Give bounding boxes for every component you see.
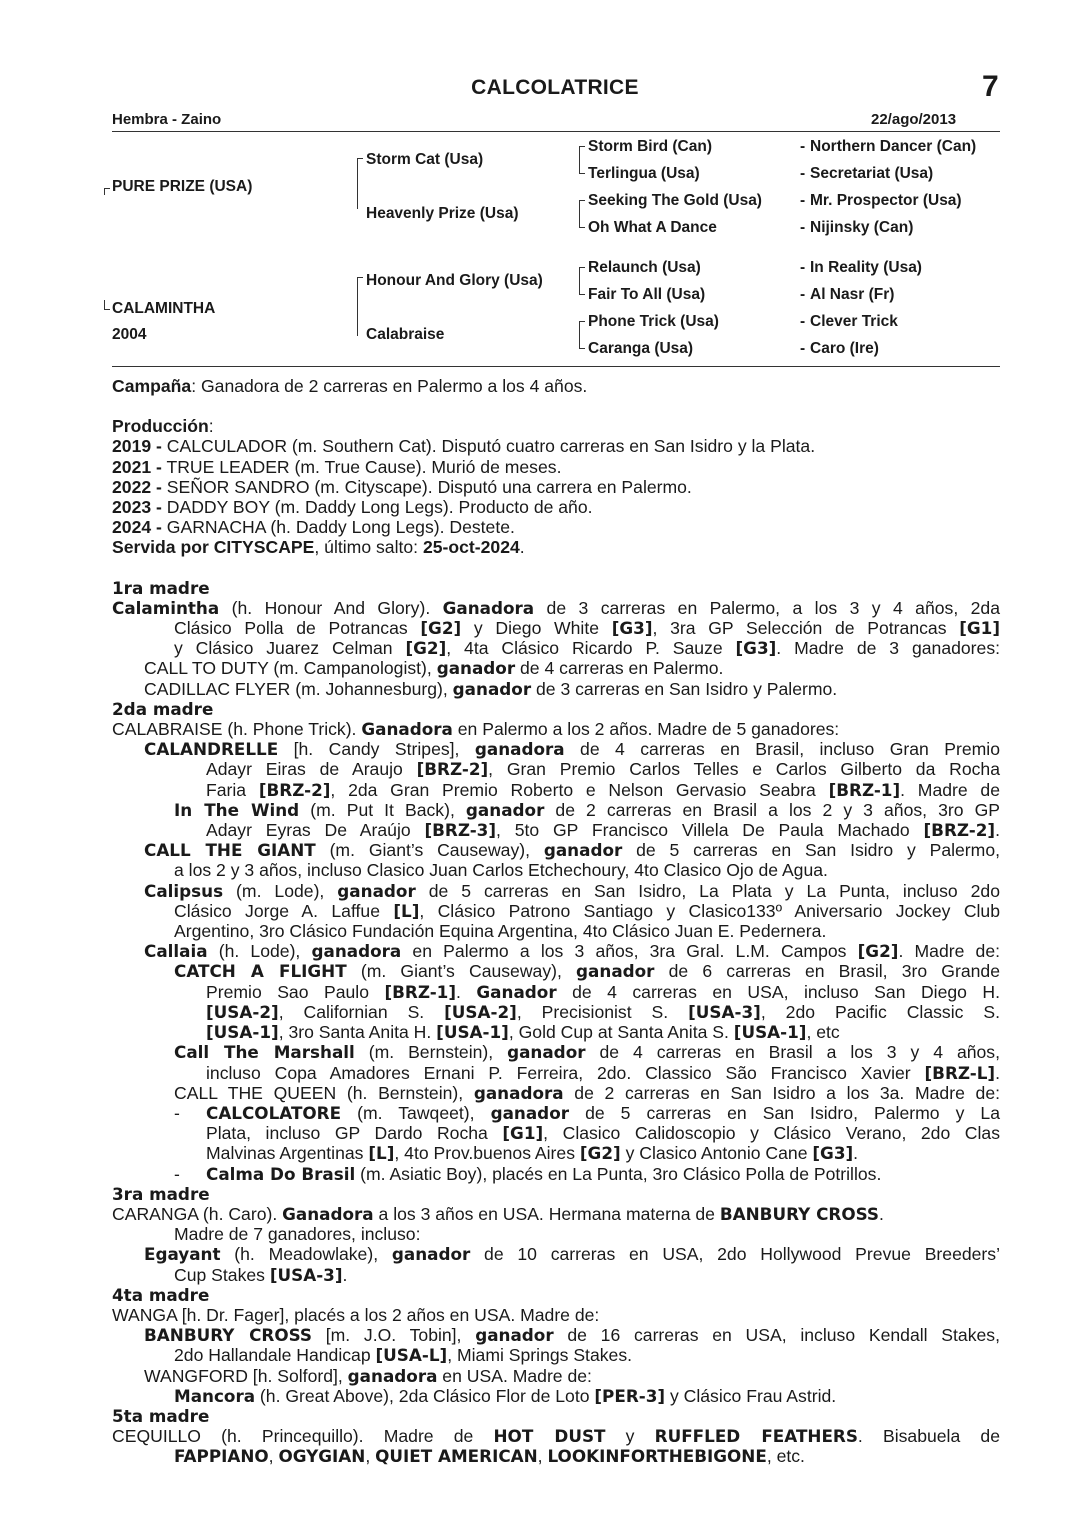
gen3-bracket-1 (579, 146, 585, 174)
gen3-7: Phone Trick (Usa) (588, 313, 719, 330)
birth-date: 22/ago/2013 (871, 111, 957, 128)
second-dam-line: CALABRAISE (h. Phone Trick). Ganadora en Palermo a los 2 años. Madre de 5 ganadores: (112, 719, 840, 740)
second-dam-line: - CALCOLATORE (m. Tawqeet), ganador de 5 carreras en San Isidro, Palermo y La (174, 1102, 1000, 1123)
second-dam-line: Callaia (h. Lode), ganadora en Palermo a los 3 años, 3ra Gral. L.M. Campos [G2]. Madre de: (144, 941, 1001, 962)
pedigree-bottom-rule (112, 366, 1000, 367)
second-dam-line: incluso Copa Amadores Ernani P. Ferreira, 2do. Classico São Francisco Xavier [BRZ-L]. (206, 1062, 1000, 1083)
fourth-dam-heading: 4ta madre (112, 1284, 210, 1305)
fourth-dam-line: BANBURY CROSS [m. J.O. Tobin], ganador de 16 carreras en USA, incluso Kendall Stakes, (144, 1325, 1000, 1346)
gen3-4: Oh What A Dance (588, 219, 717, 236)
gen3-bracket-3 (579, 267, 585, 295)
pedigree-top-rule (112, 131, 1000, 132)
fourth-dam-line: 2do Hallandale Handicap [USA-L], Miami Springs Stakes. (174, 1345, 632, 1366)
second-dam-line: Argentino, 3ro Clásico Fundación Equina Argentina, 4to Clásico Juan E. Pedernera. (174, 921, 827, 942)
dam-name: CALAMINTHA (112, 300, 216, 317)
third-dam-line: Madre de 7 ganadores, incluso: (174, 1224, 421, 1245)
second-dam-line: - Calma Do Brasil (m. Asiatic Boy), placés en La Punta, 3ro Clásico Polla de Potrillos. (174, 1163, 882, 1184)
second-dam-line: Calipsus (m. Lode), ganador de 5 carreras en San Isidro, La Plata y La Punta, incluso 2do (144, 880, 1000, 901)
gen4-4: Nijinsky (Can) (810, 219, 914, 236)
gen4-5: In Reality (Usa) (810, 259, 922, 276)
dam-bracket (104, 300, 110, 310)
third-dam-line: Egayant (h. Meadowlake), ganador de 10 carreras en USA, 2do Hollywood Prevue Breeders’ (144, 1244, 1000, 1265)
second-dam-line: CATCH A FLIGHT (m. Giant’s Causeway), ganador de 6 carreras en Brasil, 3ro Grande (174, 961, 1000, 982)
sex-color: Hembra - Zaino (112, 111, 222, 128)
served-date: 25-oct-2024 (422, 537, 520, 558)
second-dam-line: CALL THE QUEEN (h. Bernstein), ganadora de 2 carreras en San Isidro a los 3a. Madre de: (174, 1082, 1000, 1103)
dam-sire: Honour And Glory (Usa) (366, 272, 543, 289)
gen4-dash: - (800, 313, 806, 330)
gen4-dash: - (800, 219, 806, 236)
gen3-1: Storm Bird (Can) (588, 138, 712, 155)
document-body (112, 376, 1000, 1467)
third-dam-line: Cup Stakes [USA-3]. (174, 1264, 348, 1285)
gen4-dash: - (800, 165, 806, 182)
production-item: 2022 - SEÑOR SANDRO (m. Cityscape). Disputó una carrera en Palermo. (112, 476, 692, 497)
second-dam-line: [USA-1], 3ro Santa Anita H. [USA-1], Gold Cup at Santa Anita S. [USA-1], etc (206, 1022, 840, 1043)
second-dam-line: Premio Sao Paulo [BRZ-1]. Ganador de 4 carreras en USA, incluso San Diego H. (206, 981, 1000, 1002)
fifth-dam-line: CEQUILLO (h. Princequillo). Madre de HOT DUST y RUFFLED FEATHERS. Bisabuela de (112, 1426, 1000, 1447)
gen4-2: Secretariat (Usa) (810, 165, 934, 182)
gen3-bracket-2 (579, 200, 585, 228)
sire-name: PURE PRIZE (USA) (112, 178, 253, 195)
first-dam-line: y Clásico Juarez Celman [G2], 4ta Clásico Ricardo P. Sauze [G3]. Madre de 3 ganadores: (174, 638, 1000, 659)
second-dam-line: Faria [BRZ-2], 2da Gran Premio Roberto e Nelson Gervasio Seabra [BRZ-1]. Madre de (206, 779, 1000, 800)
production-heading: Producción: (112, 416, 214, 437)
campaign-text: : Ganadora de 2 carreras en Palermo a los 4 años. (191, 376, 588, 396)
gen4-7: Clever Trick (810, 313, 898, 330)
first-dam-line: CALL TO DUTY (m. Campanologist), ganador de 4 carreras en Palermo. (144, 658, 724, 679)
gen2-bracket-top (357, 158, 363, 209)
production-item: 2023 - DADDY BOY (m. Daddy Long Legs). Producto de año. (112, 497, 593, 518)
second-dam-line: [USA-2], Californian S. [USA-2], Precisionist S. [USA-3], 2do Pacific Classic S. (206, 1001, 1000, 1022)
gen3-8: Caranga (Usa) (588, 340, 694, 357)
served-by-line: Servida por CITYSCAPE, último salto: 25-oct-2024. (112, 537, 525, 558)
production-item: 2024 - GARNACHA (h. Daddy Long Legs). Destete. (112, 517, 515, 538)
fourth-dam-line: WANGA [h. Dr. Fager], placés a los 2 años en USA. Madre de: (112, 1304, 600, 1325)
production-item: 2021 - TRUE LEADER (m. True Cause). Murió de meses. (112, 456, 562, 477)
gen4-dash: - (800, 286, 806, 303)
gen3-2: Terlingua (Usa) (588, 165, 700, 182)
served-stallion: CITYSCAPE (213, 537, 315, 558)
sire-sire: Storm Cat (Usa) (366, 151, 484, 168)
fifth-dam-heading: 5ta madre (112, 1405, 210, 1426)
second-dam-line: CALL THE GIANT (m. Giant’s Causeway), ganador de 5 carreras en San Isidro y Palermo, (144, 840, 1000, 861)
gen4-dash: - (800, 340, 806, 357)
gen4-1: Northern Dancer (Can) (810, 138, 977, 155)
gen4-6: Al Nasr (Fr) (810, 286, 895, 303)
campaign-label: Campaña (112, 376, 192, 396)
second-dam-line: Clásico Jorge A. Laffue [L], Clásico Patrono Santiago y Clasico133º Aniversario Jockey Club (174, 900, 1001, 921)
gen3-bracket-4 (579, 321, 585, 349)
gen2-bracket-bottom (357, 277, 363, 336)
gen4-dash: - (800, 138, 806, 155)
second-dam-line: Adayr Eiras de Araujo [BRZ-2], Gran Premio Carlos Telles e Carlos Gilberto da Rocha (206, 759, 1000, 780)
horse-name-title: CALCOLATRICE (471, 76, 639, 99)
fifth-dam-line: FAPPIANO, OGYGIAN, QUIET AMERICAN, LOOKINFORTHEBIGONE, etc. (174, 1446, 805, 1467)
second-dam-heading: 2da madre (112, 698, 214, 719)
second-dam-line: Adayr Eyras De Araújo [BRZ-3], 5to GP Francisco Villela De Paula Machado [BRZ-2]. (206, 820, 1000, 841)
sire-bracket (104, 188, 110, 195)
second-dam-line: Malvinas Argentinas [L], 4to Prov.buenos Aires [G2] y Clasico Antonio Cane [G3]. (206, 1143, 859, 1164)
first-dam-line: Calamintha (h. Honour And Glory). Ganadora de 3 carreras en Palermo, a los 3 y 4 años, 2da (112, 597, 1000, 618)
fourth-dam-line: WANGFORD [h. Solford], ganadora en USA. Madre de: (144, 1365, 592, 1386)
campaign-line (112, 376, 1000, 396)
gen4-8: Caro (Ire) (810, 340, 879, 357)
second-dam-line: CALANDRELLE [h. Candy Stripes], ganadora de 4 carreras en Brasil, incluso Gran Premio (144, 739, 1000, 760)
production-item: 2019 - CALCULADOR (m. Southern Cat). Disputó cuatro carreras en San Isidro y la Plata. (112, 436, 816, 457)
second-dam-line: In The Wind (m. Put It Back), ganador de 2 carreras en Brasil a los 2 y 3 años, 3ro GP (174, 799, 1000, 820)
second-dam-line: Plata, incluso GP Dardo Rocha [G1], Clasico Calidoscopio y Clásico Verano, 2do Clas (206, 1123, 1000, 1144)
gen3-5: Relaunch (Usa) (588, 259, 701, 276)
second-dam-line: Call The Marshall (m. Bernstein), ganador de 4 carreras en Brasil a los 3 y 4 años, (174, 1042, 1000, 1063)
first-dam-line: Clásico Polla de Potrancas [G2] y Diego White [G3], 3ra GP Selección de Potrancas [G1] (174, 618, 1000, 639)
dam-dam: Calabraise (366, 326, 445, 343)
gen3-6: Fair To All (Usa) (588, 286, 706, 303)
first-dam-line: CADILLAC FLYER (m. Johannesburg), ganador de 3 carreras en San Isidro y Palermo. (144, 678, 838, 699)
gen4-3: Mr. Prospector (Usa) (810, 192, 962, 209)
dam-year: 2004 (112, 326, 147, 343)
sire-dam: Heavenly Prize (Usa) (366, 205, 519, 222)
second-dam-line: a los 2 y 3 años, incluso Clasico Juan Carlos Etchechoury, 4to Clasico Ojo de Agua. (174, 860, 828, 881)
third-dam-line: CARANGA (h. Caro). Ganadora a los 3 años en USA. Hermana materna de BANBURY CROSS. (112, 1203, 884, 1224)
page-number: 7 (982, 70, 999, 103)
fourth-dam-line: Mancora (h. Great Above), 2da Clásico Flor de Loto [PER-3] y Clásico Frau Astrid. (174, 1385, 837, 1406)
third-dam-heading: 3ra madre (112, 1183, 210, 1204)
gen4-dash: - (800, 192, 806, 209)
first-dam-heading: 1ra madre (112, 577, 210, 598)
gen4-dash: - (800, 259, 806, 276)
gen3-3: Seeking The Gold (Usa) (588, 192, 762, 209)
